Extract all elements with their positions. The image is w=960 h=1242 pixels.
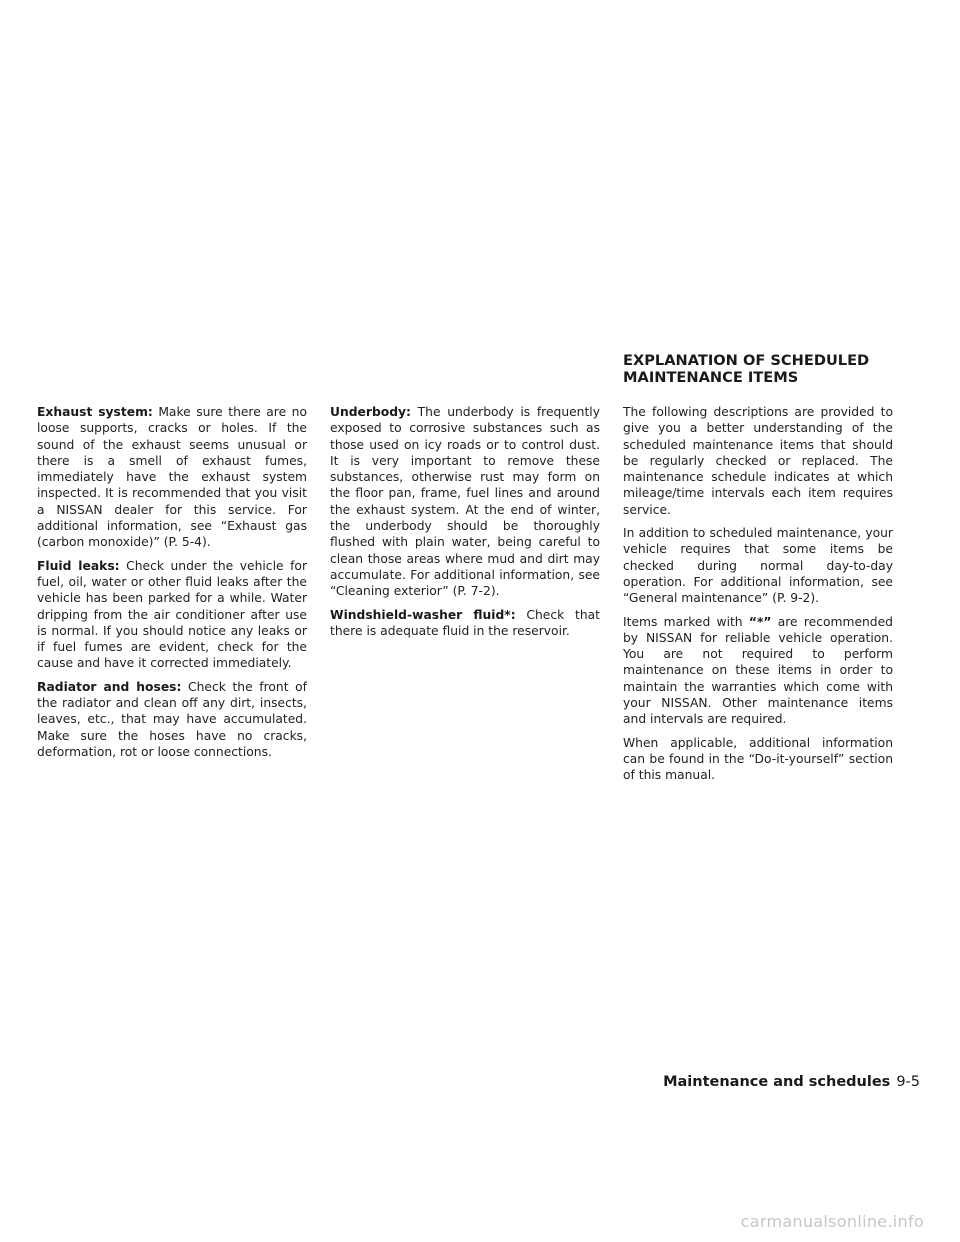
- daily-check-paragraph: In addition to scheduled maintenance, your vehicle requires that some items be checked during normal day-to-day operation. For additional information, see “General maintenance” (P. 9-2).: [623, 526, 893, 606]
- page-number: 9-5: [896, 1074, 920, 1090]
- section-heading: [623, 352, 923, 386]
- middle-column: [330, 404, 600, 646]
- underbody-text: The underbody is frequently exposed to corrosive substances such as those used on icy roads or to control dust. It is very important to remove these substances, otherwise rust may form on the floor pan, frame, fuel lines and around the exhaust system. At the end of winter, the underbody should be thoroughly flushed with plain water, being careful to clean those areas where mud and dirt may accumulate. For additional information, see “Cleaning exterior” (P. 7-2).: [330, 405, 600, 599]
- washer-fluid-paragraph: [330, 607, 600, 640]
- right-column: [623, 404, 893, 791]
- underbody-label: Underbody:: [330, 405, 411, 419]
- exhaust-system-text: Make sure there are no loose supports, cracks or holes. If the sound of the exhaust seems unusual or there is a smell of exhaust fumes, immediately have the exhaust system inspected. It is recommended that you visit a NISSAN dealer for this service. For additional information, see “Exhaust gas (carbon monoxide)” (P. 5-4).: [37, 405, 307, 550]
- fluid-leaks-label: Fluid leaks:: [37, 558, 120, 573]
- exhaust-system-paragraph: [37, 404, 307, 551]
- exhaust-system-label: Exhaust system:: [37, 405, 153, 419]
- diy-paragraph: When applicable, additional information can be found in the “Do-it-yourself” section of this manual.: [623, 735, 893, 783]
- asterisk-text-after: are recommended by NISSAN for reliable vehicle operation. You are not required to perform maintenance on these items in order to maintain the warranties which come with your NISSAN. Other maintenance items and intervals are required.: [623, 614, 893, 727]
- washer-fluid-text: Check that there is adequate fluid in the reservoir.: [330, 607, 600, 638]
- radiator-hoses-text: Check the front of the radiator and clean off any dirt, insects, leaves, etc., that may have accumulated. Make sure the hoses have no cracks, deformation, rot or loose connections.: [37, 679, 307, 759]
- section-heading-line2: MAINTENANCE ITEMS: [623, 369, 799, 386]
- fluid-leaks-paragraph: [37, 558, 307, 672]
- radiator-hoses-paragraph: [37, 679, 307, 760]
- asterisk-text-before: Items marked with: [623, 614, 743, 629]
- intro-paragraph: The following descriptions are provided to give you a better understanding of the scheduled maintenance items that should be regularly checked or replaced. The maintenance schedule indicates at which mileage/time intervals each item requires service.: [623, 405, 893, 517]
- asterisk-paragraph: [623, 614, 893, 728]
- washer-fluid-label: Windshield-washer fluid*:: [330, 607, 516, 622]
- section-heading-line1: EXPLANATION OF SCHEDULED: [623, 352, 870, 369]
- asterisk-mark: “*”: [748, 614, 772, 629]
- left-column: [37, 404, 307, 767]
- fluid-leaks-text: Check under the vehicle for fuel, oil, water or other fluid leaks after the vehicle has been parked for a while. Water dripping from the air conditioner after use is normal. If you should notice any leaks or if fuel fumes are evident, check for the cause and have it corrected immediately.: [37, 558, 307, 671]
- radiator-hoses-label: Radiator and hoses:: [37, 679, 182, 694]
- watermark: carmanualsonline.info: [740, 1212, 924, 1231]
- footer-section-title: Maintenance and schedules: [663, 1074, 891, 1090]
- underbody-paragraph: [330, 404, 600, 600]
- page-footer: [663, 1074, 920, 1090]
